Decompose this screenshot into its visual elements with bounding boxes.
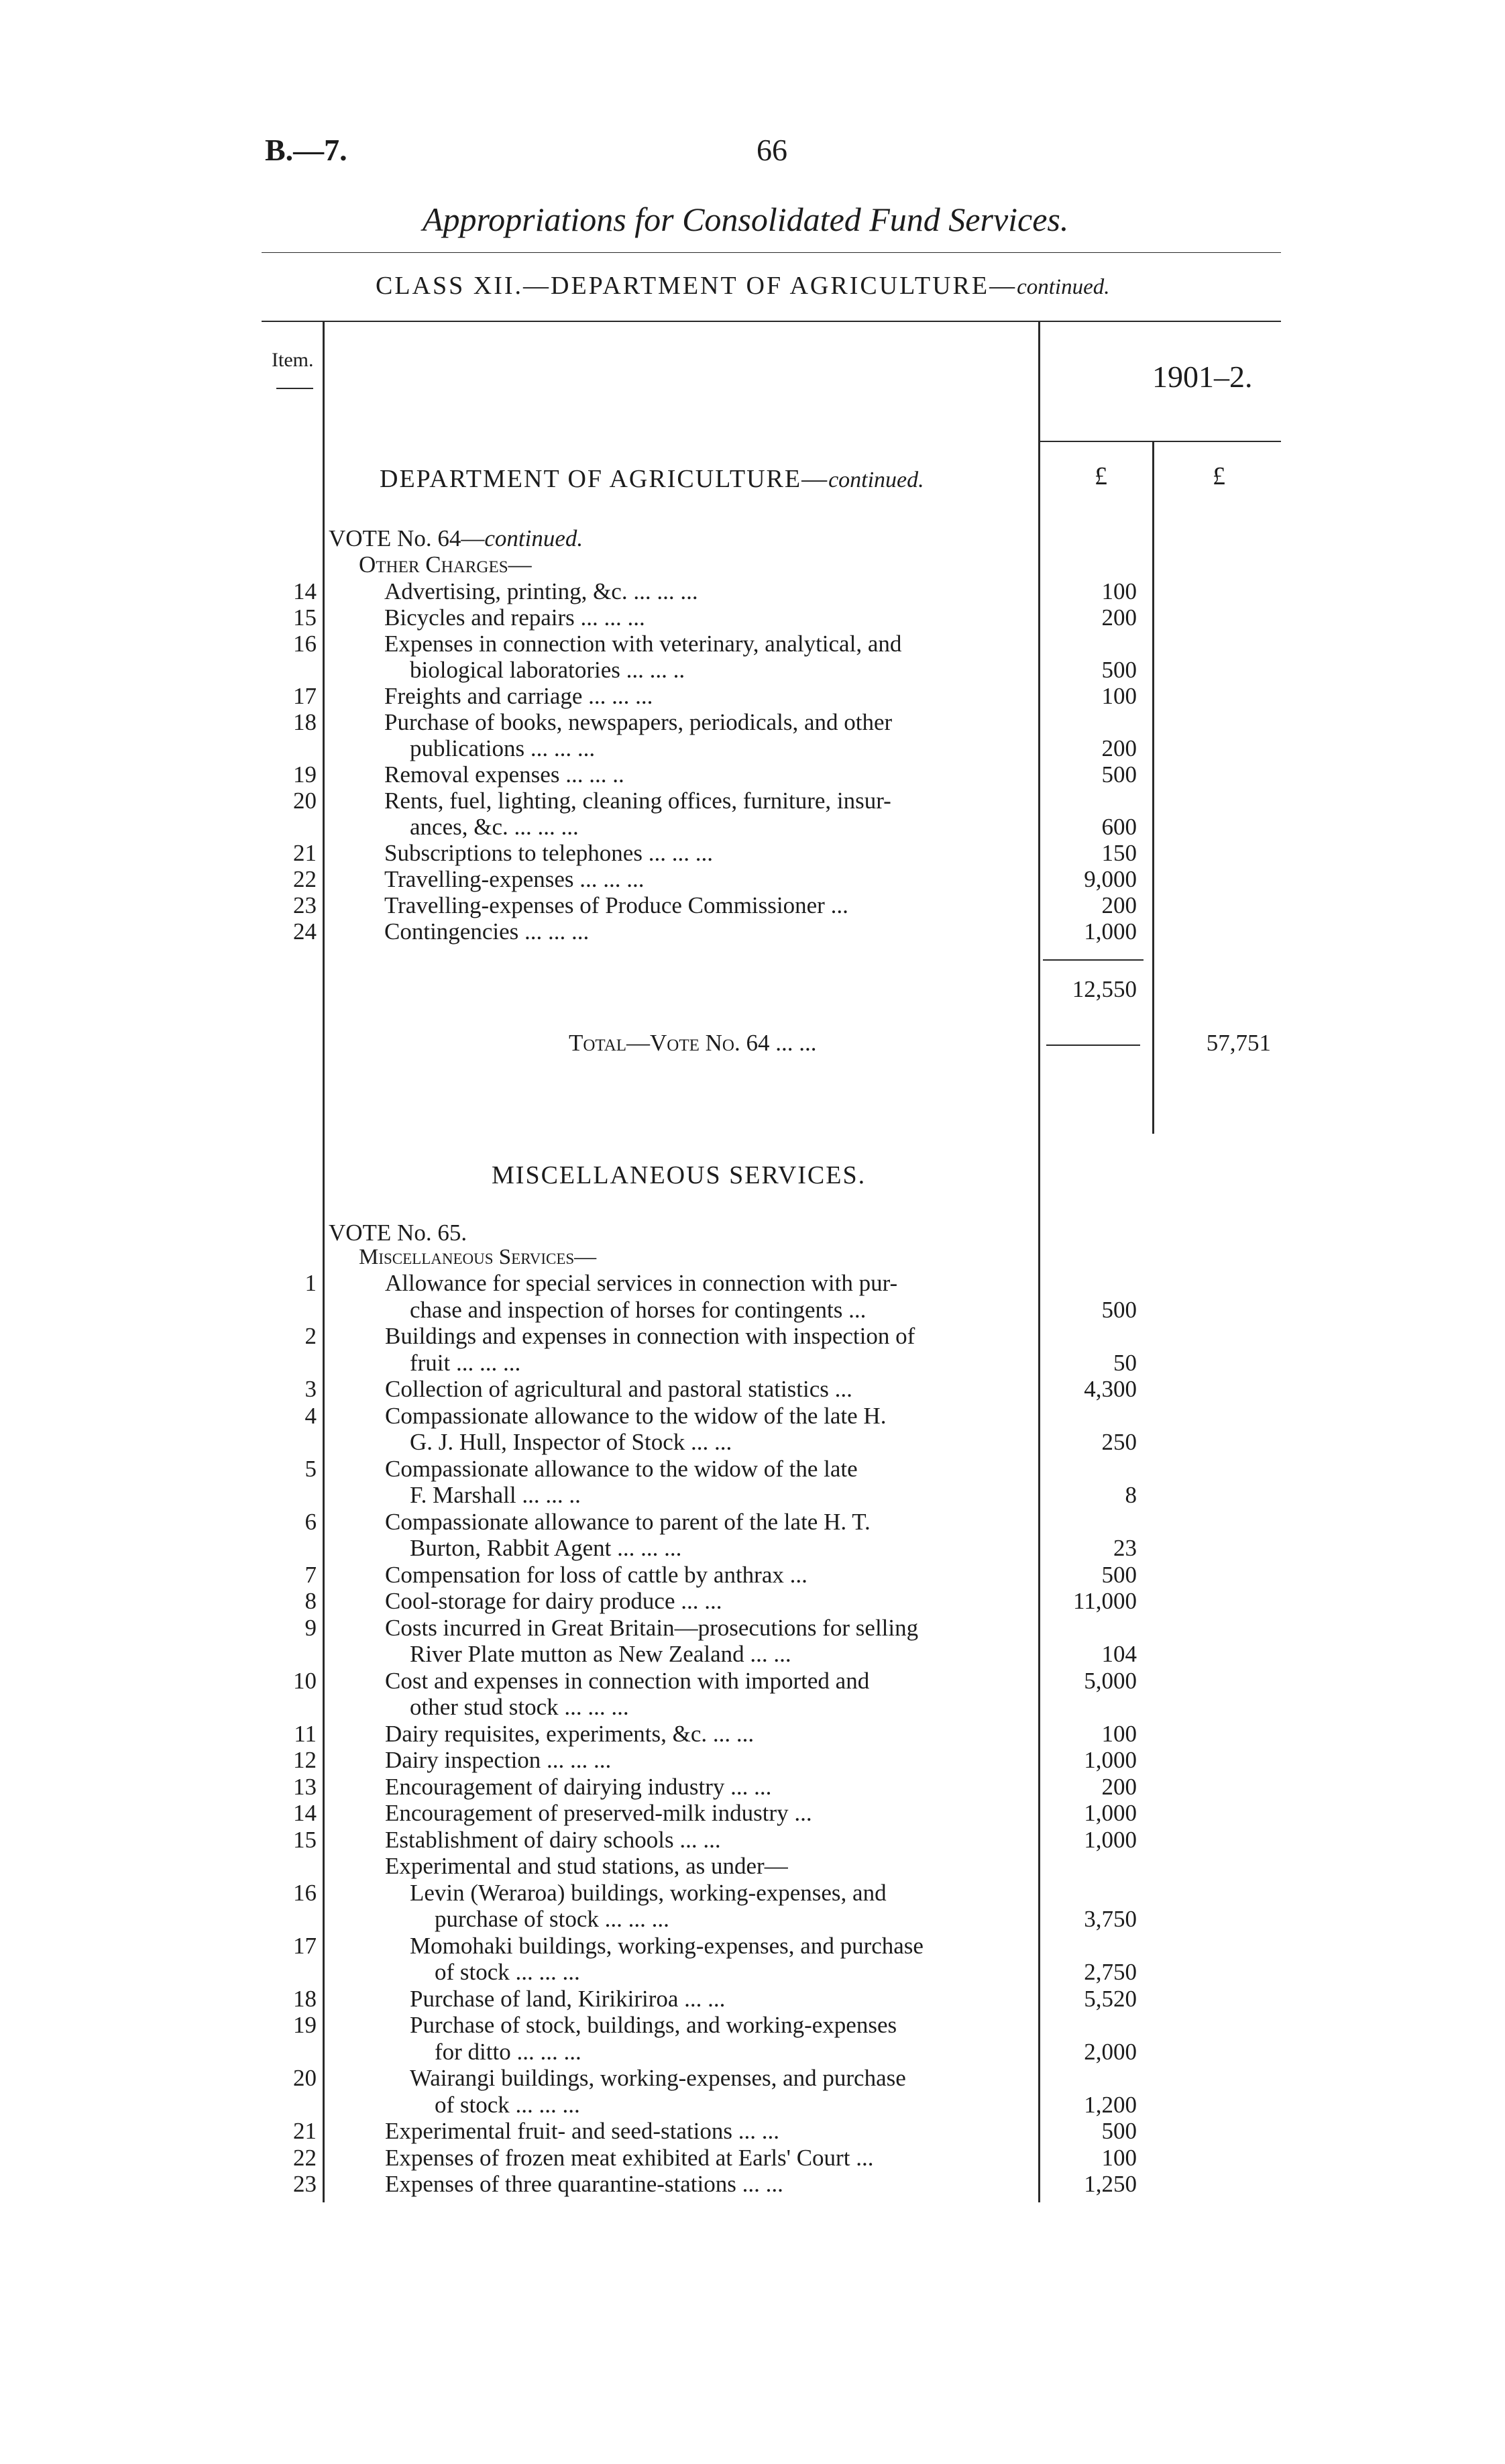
table-row-continuation xyxy=(0,1297,1505,1324)
item-description-continued: Burton, Rabbit Agent ... ... ... xyxy=(410,1535,682,1561)
table-row xyxy=(0,1721,1505,1748)
item-description: Dairy inspection ... ... ... xyxy=(385,1747,612,1773)
table-row xyxy=(0,631,1505,657)
item-amount: 8 xyxy=(1125,1482,1137,1508)
table-row xyxy=(0,2145,1505,2172)
item-amount: 1,000 xyxy=(1084,1827,1137,1853)
currency-column-2: £ xyxy=(1213,462,1225,490)
item-amount: 500 xyxy=(1101,2118,1137,2144)
item-description: Travelling-expenses ... ... ... xyxy=(384,866,645,892)
item-description: Purchase of stock, buildings, and working-expenses xyxy=(410,2012,897,2038)
class-heading-main: CLASS XII.—DEPARTMENT OF AGRICULTURE— xyxy=(376,272,1017,300)
item-number: 14 xyxy=(293,1800,317,1826)
item-amount: 500 xyxy=(1101,1297,1137,1323)
item-description: Compassionate allowance to the widow of the late xyxy=(385,1456,858,1482)
vote-64-label: VOTE No. 64— xyxy=(329,525,485,551)
item-description-continued: for ditto ... ... ... xyxy=(435,2039,581,2065)
item-number: 6 xyxy=(304,1509,317,1535)
item-description: Expenses of frozen meat exhibited at Earls' Court ... xyxy=(385,2145,874,2171)
item-number: 13 xyxy=(293,1774,317,1800)
item-amount: 250 xyxy=(1101,1429,1137,1455)
item-description-continued: F. Marshall ... ... .. xyxy=(410,1482,581,1508)
report-reference: B.—7. xyxy=(265,133,347,167)
table-row xyxy=(0,1880,1505,1907)
vote-64-subtotal: 12,550 xyxy=(1072,976,1137,1002)
item-number: 23 xyxy=(293,2171,317,2197)
class-heading-continued: continued. xyxy=(1017,275,1110,299)
table-row-continuation xyxy=(0,1350,1505,1377)
item-description: Experimental and stud stations, as under— xyxy=(385,1853,788,1879)
table-row xyxy=(0,892,1505,919)
item-description: Contingencies ... ... ... xyxy=(384,918,590,945)
table-row xyxy=(0,604,1505,631)
item-description: Costs incurred in Great Britain—prosecutions for selling xyxy=(385,1615,919,1641)
item-amount: 200 xyxy=(1101,735,1137,761)
item-number: 23 xyxy=(293,892,317,918)
item-amount: 1,250 xyxy=(1084,2171,1137,2197)
table-row xyxy=(0,788,1505,814)
section-heading-miscellaneous: MISCELLANEOUS SERVICES. xyxy=(492,1161,867,1189)
item-amount: 100 xyxy=(1101,1721,1137,1747)
item-number: 15 xyxy=(293,1827,317,1853)
table-row-continuation xyxy=(0,814,1505,841)
item-description-continued: of stock ... ... ... xyxy=(435,1959,580,1985)
table-row xyxy=(0,866,1505,893)
vote-64-total-label: Total—Vote No. 64 ... ... xyxy=(569,1030,817,1056)
vote-64-heading xyxy=(329,525,583,552)
item-number: 18 xyxy=(293,1986,317,2012)
section-heading-agriculture xyxy=(380,464,924,494)
item-number: 12 xyxy=(293,1747,317,1773)
subtotal-rule xyxy=(1043,959,1144,961)
item-number: 20 xyxy=(293,2065,317,2091)
item-description-continued: ances, &c. ... ... ... xyxy=(410,814,579,840)
item-amount: 50 xyxy=(1113,1350,1137,1376)
item-number: 18 xyxy=(293,709,317,735)
currency-column-1: £ xyxy=(1095,462,1107,490)
item-number: 1 xyxy=(304,1270,317,1296)
item-number: 16 xyxy=(293,631,317,657)
item-description: Levin (Weraroa) buildings, working-expenses, and xyxy=(410,1880,887,1906)
table-row xyxy=(0,1376,1505,1403)
table-row-continuation xyxy=(0,657,1505,684)
item-amount: 1,000 xyxy=(1084,918,1137,945)
title-rule xyxy=(262,252,1281,253)
item-number: 2 xyxy=(304,1323,317,1349)
table-row xyxy=(0,2171,1505,2198)
table-row-continuation xyxy=(0,1429,1505,1456)
item-amount: 150 xyxy=(1101,840,1137,866)
page-number: 66 xyxy=(757,133,787,167)
item-number: 10 xyxy=(293,1668,317,1694)
item-description: Travelling-expenses of Produce Commissioner ... xyxy=(384,892,848,918)
item-number: 5 xyxy=(304,1456,317,1482)
table-row xyxy=(0,1403,1505,1430)
vote-64-total: 57,751 xyxy=(1206,1030,1271,1056)
table-row xyxy=(0,1933,1505,1960)
item-description-continued: other stud stock ... ... ... xyxy=(410,1694,629,1720)
item-amount: 200 xyxy=(1101,604,1137,631)
item-description: Buildings and expenses in connection with inspection of xyxy=(385,1323,915,1349)
item-amount: 5,520 xyxy=(1084,1986,1137,2012)
item-amount: 5,000 xyxy=(1084,1668,1137,1694)
table-row-continuation xyxy=(0,735,1505,762)
table-row xyxy=(0,1668,1505,1695)
item-description: Compassionate allowance to parent of the late H. T. xyxy=(385,1509,871,1535)
table-row xyxy=(0,578,1505,605)
item-description: Removal expenses ... ... .. xyxy=(384,761,624,788)
item-amount: 200 xyxy=(1101,892,1137,918)
item-description-continued: fruit ... ... ... xyxy=(410,1350,521,1376)
item-description-continued: G. J. Hull, Inspector of Stock ... ... xyxy=(410,1429,732,1455)
total-dash xyxy=(1046,1044,1140,1046)
item-amount: 200 xyxy=(1101,1774,1137,1800)
table-row xyxy=(0,1853,1505,1880)
item-number: 16 xyxy=(293,1880,317,1906)
item-amount: 500 xyxy=(1101,657,1137,683)
table-row xyxy=(0,918,1505,945)
table-row xyxy=(0,1827,1505,1854)
section-heading-agriculture-continued: continued. xyxy=(828,468,924,492)
item-amount: 1,000 xyxy=(1084,1800,1137,1826)
table-row xyxy=(0,1509,1505,1536)
item-description-continued: purchase of stock ... ... ... xyxy=(435,1906,669,1932)
table-row xyxy=(0,1800,1505,1827)
item-amount: 104 xyxy=(1101,1641,1137,1667)
item-description-continued: biological laboratories ... ... .. xyxy=(410,657,685,683)
item-number: 7 xyxy=(304,1562,317,1588)
item-description-continued: of stock ... ... ... xyxy=(435,2092,580,2118)
item-description: Purchase of land, Kirikiriroa ... ... xyxy=(410,1986,726,2012)
item-description: Experimental fruit- and seed-stations ... ... xyxy=(385,2118,780,2144)
table-row xyxy=(0,761,1505,788)
item-description: Freights and carriage ... ... ... xyxy=(384,683,653,709)
item-amount: 23 xyxy=(1113,1535,1137,1561)
table-row xyxy=(0,840,1505,867)
table-row-continuation xyxy=(0,1906,1505,1933)
item-number: 4 xyxy=(304,1403,317,1429)
item-description: Cost and expenses in connection with imported and xyxy=(385,1668,870,1694)
item-amount: 2,000 xyxy=(1084,2039,1137,2065)
item-number: 17 xyxy=(293,1933,317,1959)
item-description-continued: publications ... ... ... xyxy=(410,735,596,761)
item-description: Establishment of dairy schools ... ... xyxy=(385,1827,721,1853)
table-row xyxy=(0,2012,1505,2039)
item-amount: 2,750 xyxy=(1084,1959,1137,1985)
page-title: Appropriations for Consolidated Fund Services. xyxy=(423,201,1069,238)
item-description: Purchase of books, newspapers, periodicals, and other xyxy=(384,709,893,735)
vote-65-heading: VOTE No. 65. xyxy=(329,1220,467,1246)
item-description: Momohaki buildings, working-expenses, and purchase xyxy=(410,1933,924,1959)
table-row-continuation xyxy=(0,2092,1505,2119)
item-description: Encouragement of dairying industry ... ... xyxy=(385,1774,772,1800)
table-row xyxy=(0,2065,1505,2092)
item-description-continued: River Plate mutton as New Zealand ... ... xyxy=(410,1641,791,1667)
table-row xyxy=(0,1456,1505,1483)
item-description: Allowance for special services in connection with pur- xyxy=(385,1270,898,1296)
table-row xyxy=(0,1986,1505,2013)
item-number: 9 xyxy=(304,1615,317,1641)
table-row-continuation xyxy=(0,1959,1505,1986)
item-description: Dairy requisites, experiments, &c. ... ... xyxy=(385,1721,755,1747)
item-amount: 100 xyxy=(1101,683,1137,709)
item-description: Subscriptions to telephones ... ... ... xyxy=(384,840,713,866)
table-top-rule xyxy=(262,321,1281,322)
year-column-header: 1901–2. xyxy=(1152,360,1253,394)
item-description: Wairangi buildings, working-expenses, and purchase xyxy=(410,2065,906,2091)
item-description: Collection of agricultural and pastoral statistics ... xyxy=(385,1376,852,1402)
table-row xyxy=(0,1588,1505,1615)
item-amount: 500 xyxy=(1101,761,1137,788)
item-amount: 9,000 xyxy=(1084,866,1137,892)
item-amount: 4,300 xyxy=(1084,1376,1137,1402)
table-row-continuation xyxy=(0,2039,1505,2066)
class-heading xyxy=(376,271,1109,301)
item-number: 3 xyxy=(304,1376,317,1402)
item-description: Expenses of three quarantine-stations ... ... xyxy=(385,2171,783,2197)
table-row-continuation xyxy=(0,1694,1505,1721)
section-heading-agriculture-main: DEPARTMENT OF AGRICULTURE— xyxy=(380,465,829,493)
item-description: Cool-storage for dairy produce ... ... xyxy=(385,1588,722,1614)
group-other-charges: Other Charges— xyxy=(359,551,532,578)
table-row-continuation xyxy=(0,1641,1505,1668)
item-description: Compassionate allowance to the widow of the late H. xyxy=(385,1403,887,1429)
group-miscellaneous-services: Miscellaneous Services— xyxy=(359,1245,597,1269)
item-number: 8 xyxy=(304,1588,317,1614)
item-amount: 500 xyxy=(1101,1562,1137,1588)
table-row xyxy=(0,683,1505,710)
item-header-underline xyxy=(276,388,313,389)
table-row xyxy=(0,1562,1505,1589)
table-row xyxy=(0,1615,1505,1642)
item-description: Compensation for loss of cattle by anthrax ... xyxy=(385,1562,807,1588)
item-number: 14 xyxy=(293,578,317,604)
item-number: 20 xyxy=(293,788,317,814)
table-row xyxy=(0,709,1505,736)
item-number: 19 xyxy=(293,761,317,788)
table-row xyxy=(0,2118,1505,2145)
item-number: 11 xyxy=(294,1721,317,1747)
item-amount: 100 xyxy=(1101,578,1137,604)
item-amount: 1,200 xyxy=(1084,2092,1137,2118)
item-amount: 11,000 xyxy=(1073,1588,1137,1614)
table-row xyxy=(0,1747,1505,1774)
table-row xyxy=(0,1774,1505,1801)
table-row xyxy=(0,1270,1505,1297)
item-column-header: Item. xyxy=(272,349,314,371)
item-description: Expenses in connection with veterinary, analytical, and xyxy=(384,631,902,657)
item-number: 17 xyxy=(293,683,317,709)
table-row-continuation xyxy=(0,1535,1505,1562)
item-description: Encouragement of preserved-milk industry ... xyxy=(385,1800,812,1826)
item-number: 21 xyxy=(293,840,317,866)
vote-64-continued: continued. xyxy=(484,525,583,551)
item-amount: 3,750 xyxy=(1084,1906,1137,1932)
item-description: Advertising, printing, &c. ... ... ... xyxy=(384,578,698,604)
item-number: 24 xyxy=(293,918,317,945)
item-number: 22 xyxy=(293,866,317,892)
item-number: 22 xyxy=(293,2145,317,2171)
item-number: 21 xyxy=(293,2118,317,2144)
table-row xyxy=(0,1323,1505,1350)
item-number: 19 xyxy=(293,2012,317,2038)
table-row-continuation xyxy=(0,1482,1505,1509)
item-description: Rents, fuel, lighting, cleaning offices, furniture, insur- xyxy=(384,788,891,814)
item-amount: 600 xyxy=(1101,814,1137,840)
item-description-continued: chase and inspection of horses for contingents ... xyxy=(410,1297,867,1323)
item-number: 15 xyxy=(293,604,317,631)
year-header-rule xyxy=(1038,441,1281,442)
item-description: Bicycles and repairs ... ... ... xyxy=(384,604,645,631)
item-amount: 100 xyxy=(1101,2145,1137,2171)
item-amount: 1,000 xyxy=(1084,1747,1137,1773)
